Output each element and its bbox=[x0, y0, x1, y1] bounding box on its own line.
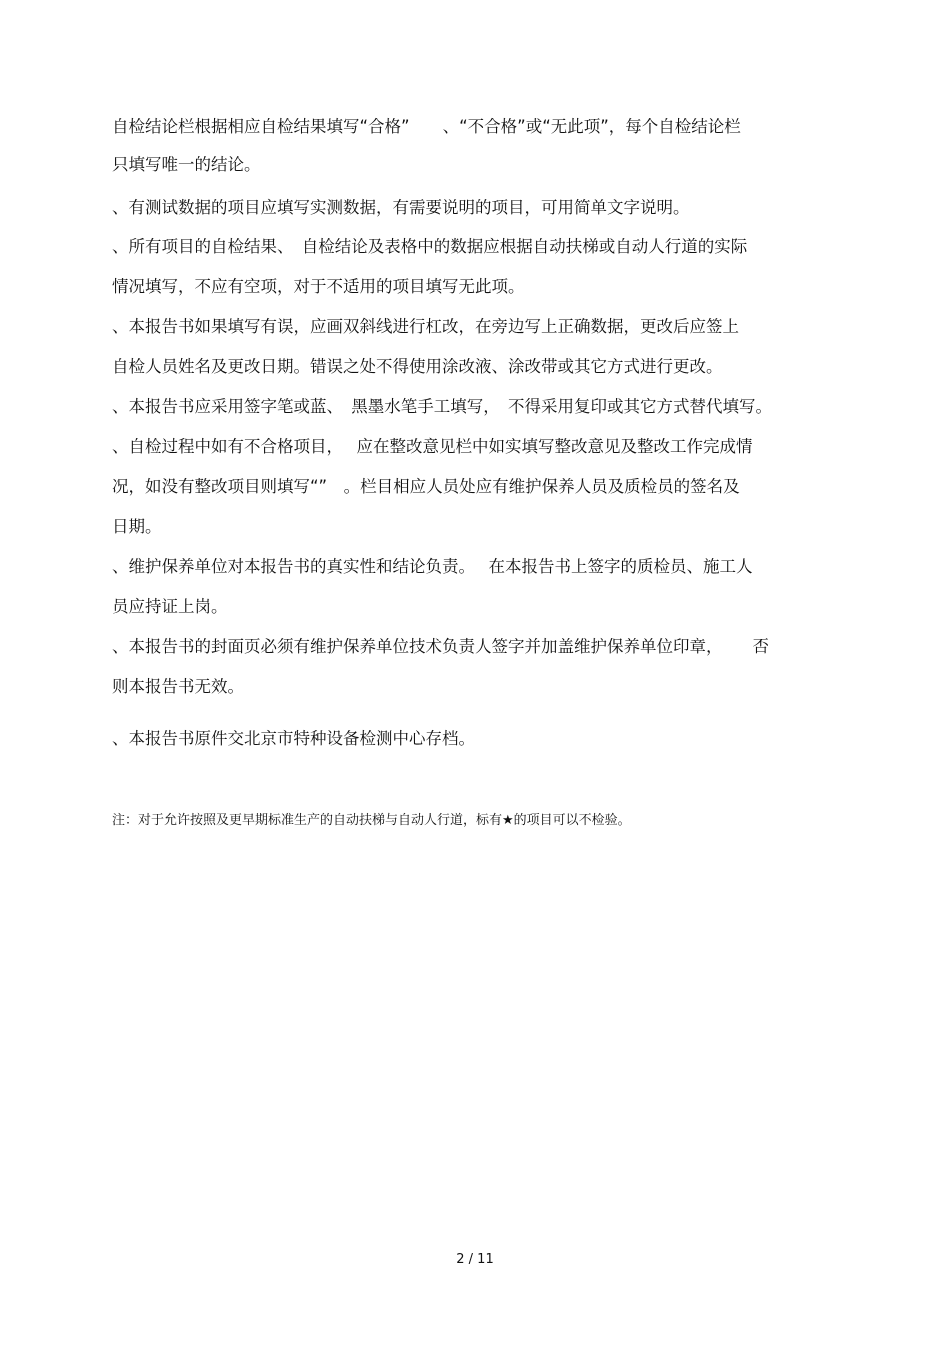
text-line-3: 、有测试数据的项目应填写实测数据，有需要说明的项目，可用简单文字说明。 bbox=[112, 198, 690, 217]
text-line-10: 况，如没有整改项目则填写“” 。栏目相应人员处应有维护保养人员及质检员的签名及 bbox=[112, 477, 740, 496]
text-line-11: 日期。 bbox=[112, 517, 162, 536]
text-line-7: 自检人员姓名及更改日期。错误之处不得使用涂改液、涂改带或其它方式进行更改。 bbox=[112, 357, 723, 376]
page-number: 2 / 11 bbox=[456, 1252, 494, 1267]
text-line-5: 情况填写，不应有空项，对于不适用的项目填写无此项。 bbox=[112, 277, 525, 296]
text-line-14: 、本报告书的封面页必须有维护保养单位技术负责人签字并加盖维护保养单位印章， 否 bbox=[112, 637, 769, 656]
text-line-15: 则本报告书无效。 bbox=[112, 677, 244, 696]
text-line-9: 、自检过程中如有不合格项目， 应在整改意见栏中如实填写整改意见及整改工作完成情 bbox=[112, 437, 753, 456]
text-line-6: 、本报告书如果填写有误，应画双斜线进行杠改，在旁边写上正确数据，更改后应签上 bbox=[112, 317, 739, 336]
text-line-13: 员应持证上岗。 bbox=[112, 597, 228, 616]
text-line-8: 、本报告书应采用签字笔或蓝、 黑墨水笔手工填写， 不得采用复印或其它方式替代填写。 bbox=[112, 397, 772, 416]
text-line-4: 、所有项目的自检结果、 自检结论及表格中的数据应根据自动扶梯或自动人行道的实际 bbox=[112, 237, 748, 256]
text-line-16: 、本报告书原件交北京市特种设备检测中心存档。 bbox=[112, 729, 475, 748]
text-line-12: 、维护保养单位对本报告书的真实性和结论负责。 在本报告书上签字的质检员、施工人 bbox=[112, 557, 753, 576]
footnote: 注：对于允许按照及更早期标准生产的自动扶梯与自动人行道，标有★的项目可以不检验。 bbox=[112, 813, 631, 828]
text-line-1: 自检结论栏根据相应自检结果填写“合格” 、“不合格”或“无此项”，每个自检结论栏 bbox=[112, 117, 741, 136]
text-line-2: 只填写唯一的结论。 bbox=[112, 155, 261, 174]
